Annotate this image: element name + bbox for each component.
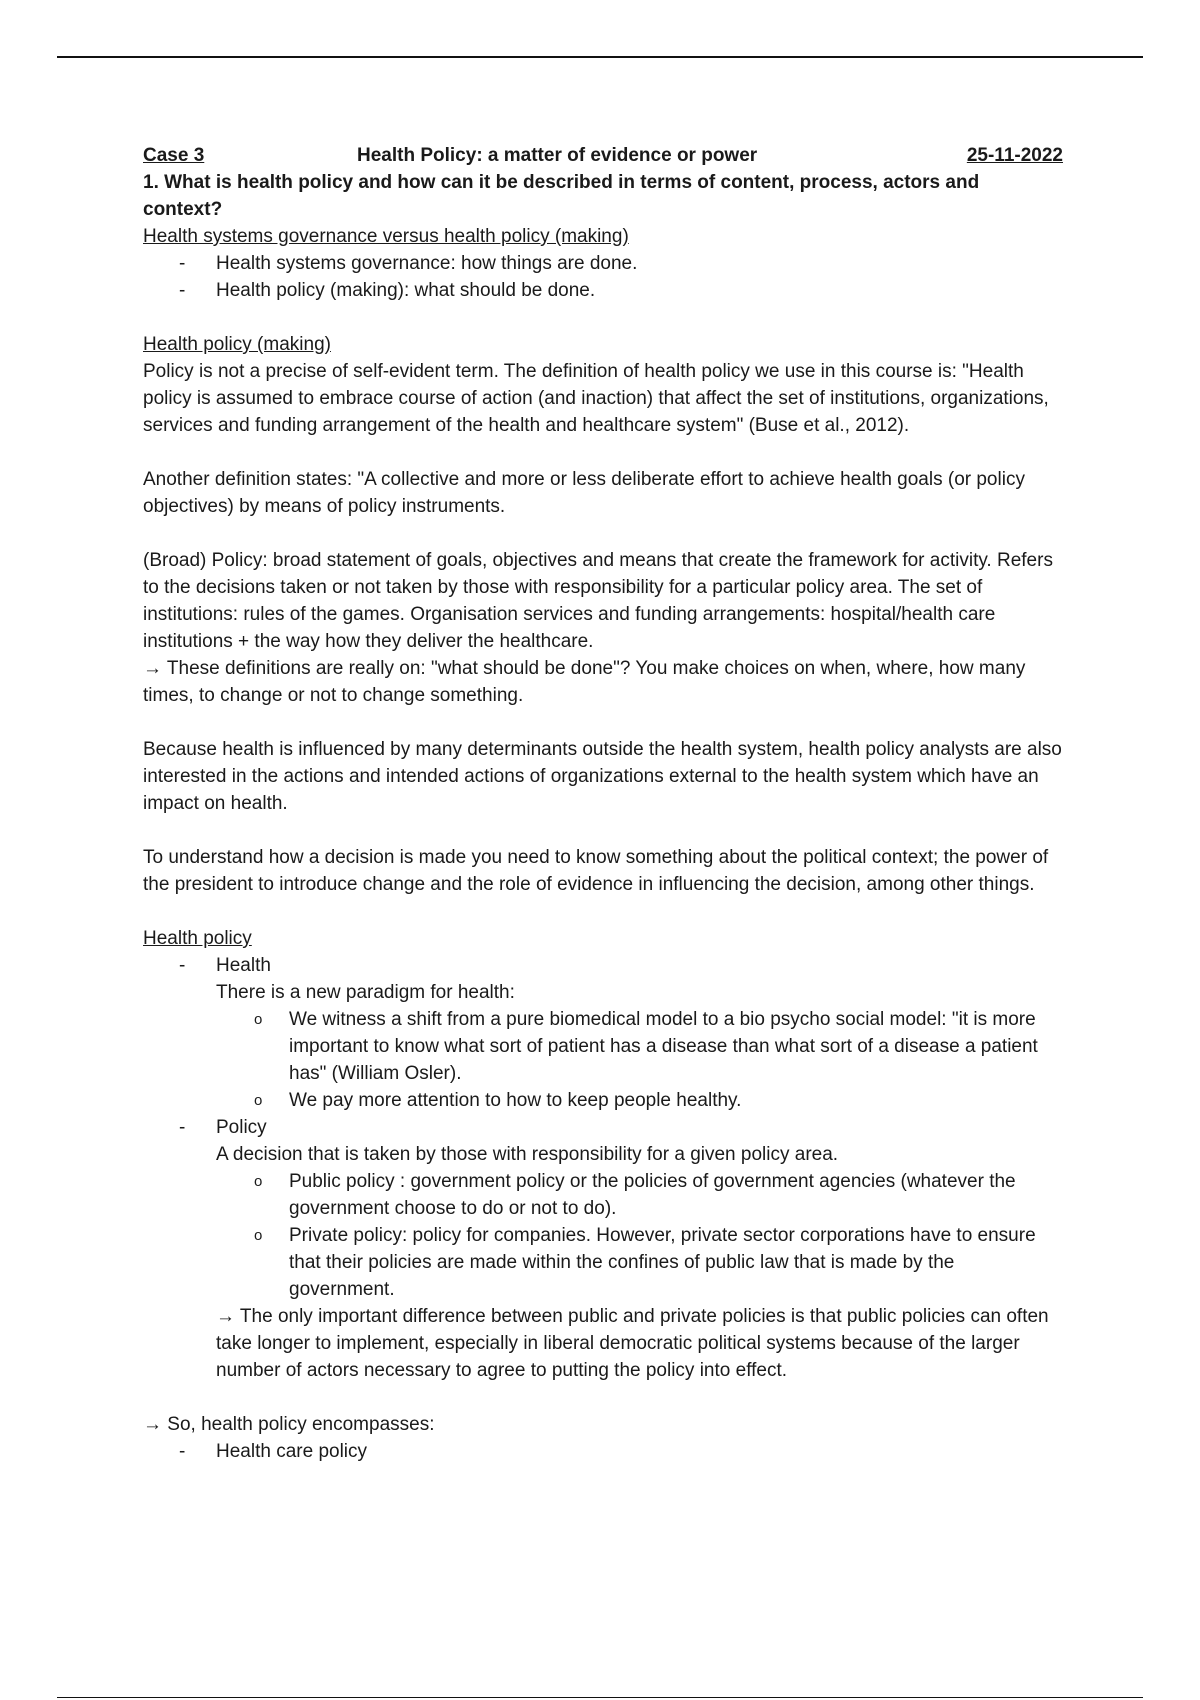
section-heading-policy-making: Health policy (making): [143, 334, 331, 355]
document-header: [143, 142, 1063, 169]
list-item-label: Health: [216, 955, 271, 976]
question-heading: 1. What is health policy and how can it be described in terms of content, process, actors and context?: [143, 172, 980, 220]
sub-list-item: o Private policy: policy for companies. However, private sector corporations have to ensure that their policies are made within the confines of public law that is made by the government.: [216, 1222, 1063, 1303]
bottom-rule: [57, 1697, 1143, 1698]
governance-list: [143, 250, 1063, 304]
sub-list-item: o We witness a shift from a pure biomedical model to a bio psycho social model: "it is more important to know what sort of patient has a disease than what sort of a disease a patient has" (William Osler).: [216, 1006, 1063, 1087]
document-page: [143, 142, 1063, 1465]
list-item-intro: A decision that is taken by those with responsibility for a given policy area.: [216, 1144, 839, 1165]
list-item-intro: There is a new paradigm for health:: [216, 982, 515, 1003]
health-policy-list: [143, 952, 1063, 1384]
encompasses-list: [143, 1438, 1063, 1465]
document-date: 25-11-2022: [966, 145, 1063, 166]
paragraph: (Broad) Policy: broad statement of goals, objectives and means that create the framework for activity. Refers to the decisions taken or not taken by those with responsibility for a particular policy area. The set of institutions: rules of the games. Organisation services and funding arrangements: hospital/health care institutions + the way how they deliver the healthcare.: [143, 550, 1053, 652]
case-label: Case 3: [143, 145, 205, 166]
sub-list-item: o We pay more attention to how to keep people healthy.: [216, 1087, 1063, 1114]
section-heading-health-policy: Health policy: [143, 928, 252, 949]
list-item-health: [143, 952, 1063, 1114]
sub-list-item: o Public policy : government policy or the policies of government agencies (whatever the government choose to do or not to do).: [216, 1168, 1063, 1222]
health-sublist: [216, 1006, 1063, 1114]
policy-sublist: [216, 1168, 1063, 1303]
policy-note: → The only important difference between public and private policies is that public policies can often take longer to implement, especially in liberal democratic political systems because of the larger number of actors necessary to agree to putting the policy into effect.: [216, 1306, 1049, 1381]
list-item: - Health care policy: [143, 1438, 1063, 1465]
paragraph: → So, health policy encompasses:: [143, 1414, 435, 1435]
document-title: Health Policy: a matter of evidence or power: [357, 145, 758, 166]
paragraph: To understand how a decision is made you need to know something about the political context; the power of the president to introduce change and the role of evidence in influencing the decision, among other things.: [143, 847, 1049, 895]
paragraph: Another definition states: "A collective and more or less deliberate effort to achieve health goals (or policy objectives) by means of policy instruments.: [143, 469, 1025, 517]
list-item: - Health systems governance: how things are done.: [143, 250, 1063, 277]
top-rule: [57, 56, 1143, 58]
paragraph: → These definitions are really on: "what should be done"? You make choices on when, where, how many times, to change or not to change something.: [143, 658, 1026, 706]
list-item-label: Policy: [216, 1117, 267, 1138]
list-item-policy: [143, 1114, 1063, 1384]
paragraph: Because health is influenced by many determinants outside the health system, health policy analysts are also interested in the actions and intended actions of organizations external to the health system which have an impact on health.: [143, 739, 1062, 814]
section-heading-governance: Health systems governance versus health policy (making): [143, 226, 629, 247]
paragraph: Policy is not a precise of self-evident term. The definition of health policy we use in this course is: "Health policy is assumed to embrace course of action (and inaction) that affect the set of institutions, organizations, services and funding arrangement of the health and healthcare system" (Buse et al., 2012).: [143, 361, 1049, 436]
list-item: - Health policy (making): what should be done.: [143, 277, 1063, 304]
